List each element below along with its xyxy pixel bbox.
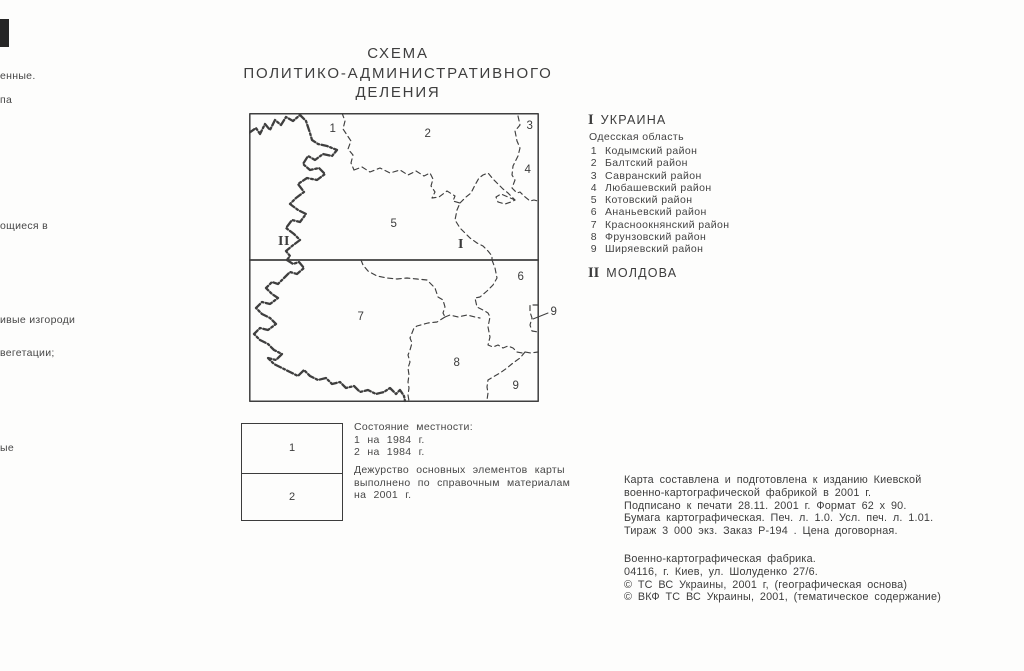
moldova-numeral: II bbox=[588, 264, 600, 281]
district-name: Ширяевский район bbox=[605, 243, 704, 256]
terrain-duty-line: Дежурство основных элементов карты bbox=[354, 463, 565, 476]
terrain-note-items bbox=[354, 434, 586, 459]
edge-text-fragment: ощиеся в bbox=[0, 220, 49, 232]
district-number: 8 bbox=[590, 231, 597, 244]
district-number: 6 bbox=[590, 206, 597, 219]
map-region-label-5: 5 bbox=[390, 218, 398, 230]
edge-text-fragment: ые bbox=[0, 442, 14, 454]
district-name: Котовский район bbox=[605, 194, 693, 207]
district-number: 2 bbox=[590, 157, 597, 170]
district-number: 4 bbox=[590, 181, 597, 194]
imprint-line: © ТС ВС Украины, 2001 г, (географическая основа) bbox=[624, 578, 908, 591]
map-region-label-3: 3 bbox=[526, 120, 534, 132]
sheet-cell-1: 1 bbox=[242, 424, 342, 474]
district-number: 9 bbox=[590, 243, 597, 256]
map-region-label-8: 8 bbox=[453, 357, 461, 369]
legend-district-row bbox=[588, 231, 818, 243]
legend-ukraine-header bbox=[588, 112, 818, 129]
imprint-line: © ВКФ ТС ВС Украины, 2001, (тематическое содержание) bbox=[624, 591, 941, 604]
district-list bbox=[588, 145, 818, 256]
district-name: Фрунзовский район bbox=[605, 231, 707, 244]
imprint-line: военно-картографической фабрикой в 2001 г. bbox=[624, 486, 872, 499]
district-name: Балтский район bbox=[605, 157, 688, 170]
terrain-state-note bbox=[354, 421, 586, 502]
imprint-line: Военно-картографическая фабрика. bbox=[624, 553, 816, 565]
map-legend bbox=[588, 112, 818, 282]
legend-district-row bbox=[588, 170, 818, 182]
map-region-label-9: 9 bbox=[512, 380, 520, 392]
legend-district-row bbox=[588, 243, 818, 255]
oblast-name: Одесская область bbox=[589, 131, 684, 143]
legend-district-row bbox=[588, 206, 818, 218]
map-region-label-4: 4 bbox=[524, 164, 532, 176]
imprint-line: Тираж 3 000 экз. Заказ Р-194 . Цена договорная. bbox=[624, 525, 898, 538]
imprint-publisher-block bbox=[624, 553, 984, 604]
imprint-line: Подписано к печати 28.11. 2001 г. Формат 62 х 90. bbox=[624, 499, 907, 512]
map-region-label-7: 7 bbox=[357, 311, 365, 323]
terrain-note-line: 2 на 1984 г. bbox=[354, 446, 425, 459]
imprint-publication-block bbox=[624, 474, 984, 538]
district-name: Кодымский район bbox=[605, 145, 698, 157]
title-line-2: ПОЛИТИКО-АДМИНИСТРАТИВНОГО bbox=[243, 64, 553, 82]
map-region-label-6: 6 bbox=[517, 271, 525, 283]
edge-text-fragment: па bbox=[0, 94, 13, 106]
page-title bbox=[188, 44, 608, 103]
terrain-duty-line: на 2001 г. bbox=[354, 489, 412, 502]
sheet-index-box bbox=[241, 423, 343, 521]
district-name: Любашевский район bbox=[605, 181, 712, 194]
map-region-label-2: 2 bbox=[424, 128, 432, 140]
map-frame bbox=[250, 114, 538, 401]
district-boundaries bbox=[342, 113, 538, 401]
terrain-duty-line: выполнено по справочным материалам bbox=[354, 476, 571, 489]
map-region-label-9: 9 bbox=[550, 306, 558, 318]
terrain-note-heading: Состояние местности: bbox=[354, 421, 473, 433]
edge-text-fragment: ивые изгороди bbox=[0, 314, 76, 326]
legend-district-row bbox=[588, 157, 818, 169]
imprint-line: Бумага картографическая. Печ. л. 1.0. Усл. печ. л. 1.01. bbox=[624, 512, 934, 525]
district-number: 5 bbox=[590, 194, 597, 207]
legend-district-row bbox=[588, 219, 818, 231]
page-corner-mark bbox=[0, 19, 9, 47]
ukraine-numeral: I bbox=[588, 112, 594, 128]
district-number: 3 bbox=[590, 169, 597, 182]
map-drawing bbox=[249, 113, 569, 405]
legend-moldova-header bbox=[588, 265, 818, 282]
moldova-name: МОЛДОВА bbox=[606, 265, 678, 280]
map-region-label-i: I bbox=[458, 237, 464, 252]
district-name: Ананьевский район bbox=[605, 206, 707, 219]
legend-district-row bbox=[588, 145, 818, 157]
district-number: 1 bbox=[590, 145, 597, 157]
state-border-upper bbox=[249, 115, 337, 260]
ukraine-name: УКРАИНА bbox=[600, 113, 667, 127]
sheet-cell-2: 2 bbox=[288, 490, 296, 503]
edge-text-fragment: вегетации; bbox=[0, 347, 55, 359]
district-number: 7 bbox=[590, 218, 597, 231]
admin-division-map bbox=[249, 113, 569, 405]
map-region-label-1: 1 bbox=[329, 123, 337, 135]
title-line-3: ДЕЛЕНИЯ bbox=[355, 84, 441, 101]
imprint-line: Карта составлена и подготовлена к изданию Киевской bbox=[624, 474, 922, 486]
state-border-lower bbox=[254, 260, 405, 401]
terrain-duty-note bbox=[354, 464, 586, 502]
imprint-line: 04116, г. Киев, ул. Шолуденко 27/6. bbox=[624, 565, 818, 578]
label-leader-line bbox=[533, 313, 548, 319]
legend-district-row bbox=[588, 182, 818, 194]
map-region-label-ii: II bbox=[278, 234, 290, 249]
district-name: Красноокнянский район bbox=[605, 218, 730, 231]
terrain-note-line: 1 на 1984 г. bbox=[354, 434, 425, 446]
edge-text-fragment: енные. bbox=[0, 70, 36, 82]
legend-district-row bbox=[588, 194, 818, 206]
district-name: Савранский район bbox=[605, 169, 702, 182]
title-line-1: СХЕМА bbox=[367, 45, 429, 62]
